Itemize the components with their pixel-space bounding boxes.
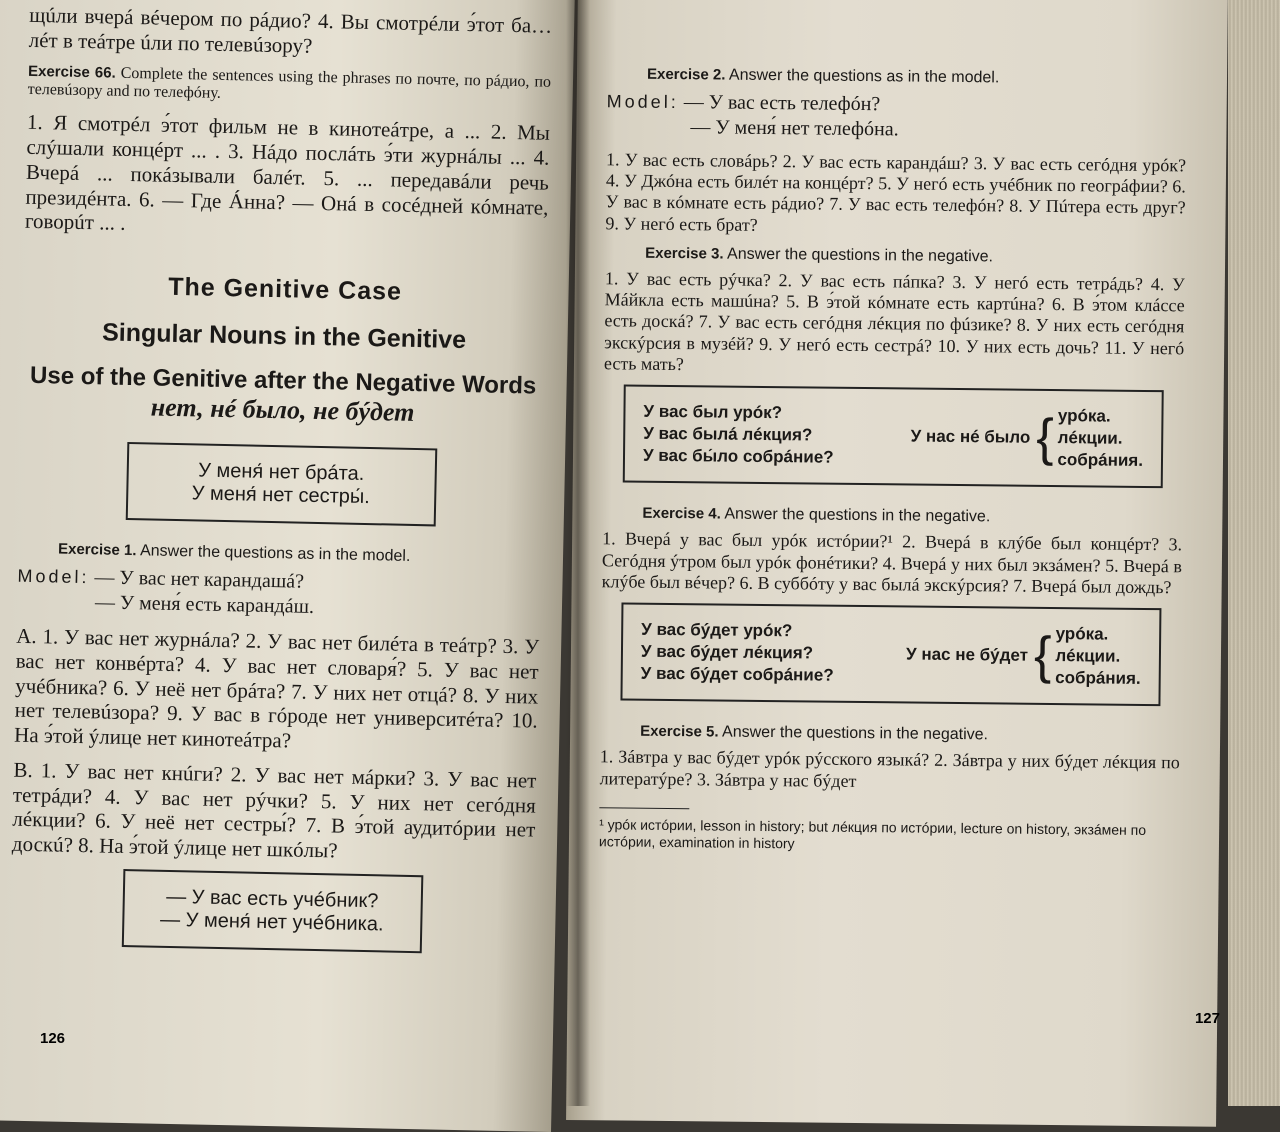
exercise-1-part-a: A. 1. У вас нет журнáла? 2. У вас нет билéта в теáтр? 3. У вас нет конвéрта? 4. У вас нет словаря́? 5. У вас нет учéбника? 6. У неё нет брáта? 7. У них нет отцá? 8. У них нет телевúзора? 9. У вас в гóроде нет университéта? 10. На э́той ýлице нет кинотеáтра? — [13, 623, 540, 753]
exercise-5-text: 1. Зáвтра у вас бýдет урóк рýсского языкá? 2. Зáвтра у них бýдет лéкция по литератýре? 3. Зáвтра у нас бýдет — [599, 746, 1180, 791]
box-4-f1: урóка. — [1055, 624, 1109, 644]
box-4-f3: собрáния. — [1055, 668, 1141, 689]
box-3-q3: У вас бы́ло собрáние? — [642, 446, 834, 467]
footnote-divider — [599, 807, 689, 809]
topic-heading: Use of the Genitive after the Negative Words — [29, 362, 537, 400]
box-4-q2: У вас бýдет лéкция? — [640, 641, 814, 663]
box-3-q2: У вас былá лéкция? — [643, 423, 813, 445]
example-box-1-line-2: У меня́ нет сестры́. — [191, 482, 371, 509]
box-4-q3: У вас бýдет собрáние? — [640, 663, 834, 685]
book-spine-shadow — [566, 0, 590, 1106]
example-box-2-line-1: — У вас есть учéбник? — [165, 885, 379, 913]
exercise-1-header — [58, 541, 541, 569]
example-box-2-line-2: — У меня́ нет учéбника. — [159, 908, 384, 936]
top-text: щúли вчерá вéчером по рáдио? 4. Вы смотрéли э́тот ба… лéт в теáтре úли по телевúзору? — [28, 2, 553, 58]
box-4-forms — [1055, 623, 1141, 690]
exercise-4-instruction: Answer the questions in the negative. — [724, 505, 991, 526]
model-answer-2: — У меня́ нет телефóна. — [690, 116, 899, 141]
model-label-2: Model: — [606, 91, 679, 113]
brace-icon: { — [1036, 409, 1054, 468]
box-4-q1: У вас бýдет урóк? — [641, 619, 793, 641]
exercise-4-text: 1. Вчерá у вас был урóк истóрии?¹ 2. Вчерá в клýбе был концéрт? 3. Сегóдня ýтром был урóк фонéтики? 4. Вчерá у них был экзáмен? 5. Вчерá в клýбе был вéчер? 6. В суббóту у вас былá экскýрсия? 7. Вчерá был дождь? — [601, 528, 1183, 598]
exercise-3-text: 1. У вас есть рýчка? 2. У вас есть пáпка? 3. У негó есть тетрáдь? 4. У Мáйкла есть машúна? 5. В э́той кóмнате есть картúна? 6. В э́том клáссе есть доскá? 7. У вас есть сегóдня лéкция по фúзике? 8. У них есть сегóдня экскýрсия в музéй? 9. У негó есть сестрá? 10. У них есть дочь? 11. У негó есть мать? — [603, 268, 1185, 375]
exercise-5-header — [640, 723, 1180, 747]
box-4-f2: лéкции. — [1055, 646, 1121, 666]
box-4-answer: У нас не бýдет — [905, 644, 1029, 665]
exercise-4-header — [642, 505, 1182, 529]
exercise-66-text: 1. Я смотрéл э́тот фильм не в кинотеáтре, а ... 2. Мы слýшали концéрт ... . 3. Нáдо послáть э́ти журнáлы ... 4. Вчерá ... покáзывали балéт. 5. ... передавáли речь президéнта. 6. — Где Áнна? — Онá в сосéдней кóмнате, говорúт ... . — [24, 110, 551, 236]
box-3-f1: урóка. — [1057, 406, 1111, 426]
exercise-3-label: Exercise 3. — [645, 244, 724, 263]
exercise-2-label: Exercise 2. — [646, 65, 726, 84]
footnote: ¹ урóк истóрии, lesson in history; but лéкция по истóрии, lecture on history, экзáмен по истóрии, examination in history — [598, 816, 1147, 852]
exercise-5-label: Exercise 5. — [640, 723, 719, 741]
box-4-questions — [641, 619, 907, 688]
left-page — [0, 0, 575, 1132]
example-box-1-line-1: У меня́ нет брáта. — [197, 459, 365, 486]
exercise-1-instruction: Answer the questions as in the model. — [139, 542, 411, 566]
exercise-1-label: Exercise 1. — [57, 540, 137, 560]
example-box-1 — [125, 442, 437, 526]
box-3-f3: собрáния. — [1057, 450, 1144, 471]
exercise-3-header — [645, 245, 1185, 269]
page-edges — [1228, 0, 1280, 1106]
example-box-3 — [623, 385, 1164, 489]
page-number-right: 127 — [1194, 1010, 1220, 1027]
section-heading: The Genitive Case — [167, 272, 403, 306]
page-number-left: 126 — [40, 1030, 66, 1047]
topic-heading-words: нет, нé было, не бýдет — [150, 392, 415, 428]
exercise-1-model — [17, 564, 541, 625]
exercise-66-label: Exercise 66. — [27, 62, 116, 82]
right-page — [566, 0, 1228, 1127]
model-answer: — У меня́ есть карандáш. — [94, 591, 315, 619]
box-3-answer: У нас нé было — [910, 426, 1031, 448]
example-box-2 — [121, 869, 423, 953]
exercise-3-instruction: Answer the questions in the negative. — [727, 245, 994, 266]
brace-icon: { — [1033, 627, 1052, 686]
exercise-66-instruction-text: Complete the sentences using the phrases по почте, по рáдио, по телевúзору and по телефóну. — [27, 64, 552, 103]
box-3-f2: лéкции. — [1057, 428, 1123, 448]
exercise-5-instruction: Answer the questions in the negative. — [722, 723, 989, 744]
model-question-2: — У вас есть телефóн? — [683, 91, 881, 116]
exercise-2-model — [606, 89, 1186, 145]
exercise-2-header — [647, 66, 1187, 90]
exercise-4-label: Exercise 4. — [642, 505, 721, 523]
model-label: Model: — [17, 565, 90, 588]
exercise-2-text: 1. У вас есть словáрь? 2. У вас есть карандáш? 3. У вас есть сегóдня урóк? 4. У Джóна есть билéт на концéрт? 5. У негó есть учéбник по геогрáфии? 6. У вас в кóмнате есть рáдио? 7. У вас есть телефóн? 8. У Пúтера есть друг? 9. У негó есть брат? — [605, 149, 1187, 235]
example-box-4 — [620, 603, 1161, 707]
model-question: — У вас нет карандашá? — [94, 566, 305, 593]
box-3-questions — [643, 401, 911, 470]
exercise-2-instruction: Answer the questions as in the model. — [728, 66, 1000, 87]
box-3-forms — [1057, 405, 1143, 472]
exercise-1-part-b: B. 1. У вас нет кнúги? 2. У вас нет мáрки? 3. У вас нет тетрáди? 4. У вас нет рýчки? 5. У них нет сегóдня лéкции? 6. У неё нет сестры́? 7. В э́той аудитóрии нет доскú? 8. На э́той ýлице нет шкóлы? — [11, 757, 537, 863]
box-3-q1: У вас был урóк? — [643, 401, 783, 423]
subsection-heading: Singular Nouns in the Genitive — [101, 318, 467, 355]
exercise-66-instruction — [27, 62, 551, 111]
